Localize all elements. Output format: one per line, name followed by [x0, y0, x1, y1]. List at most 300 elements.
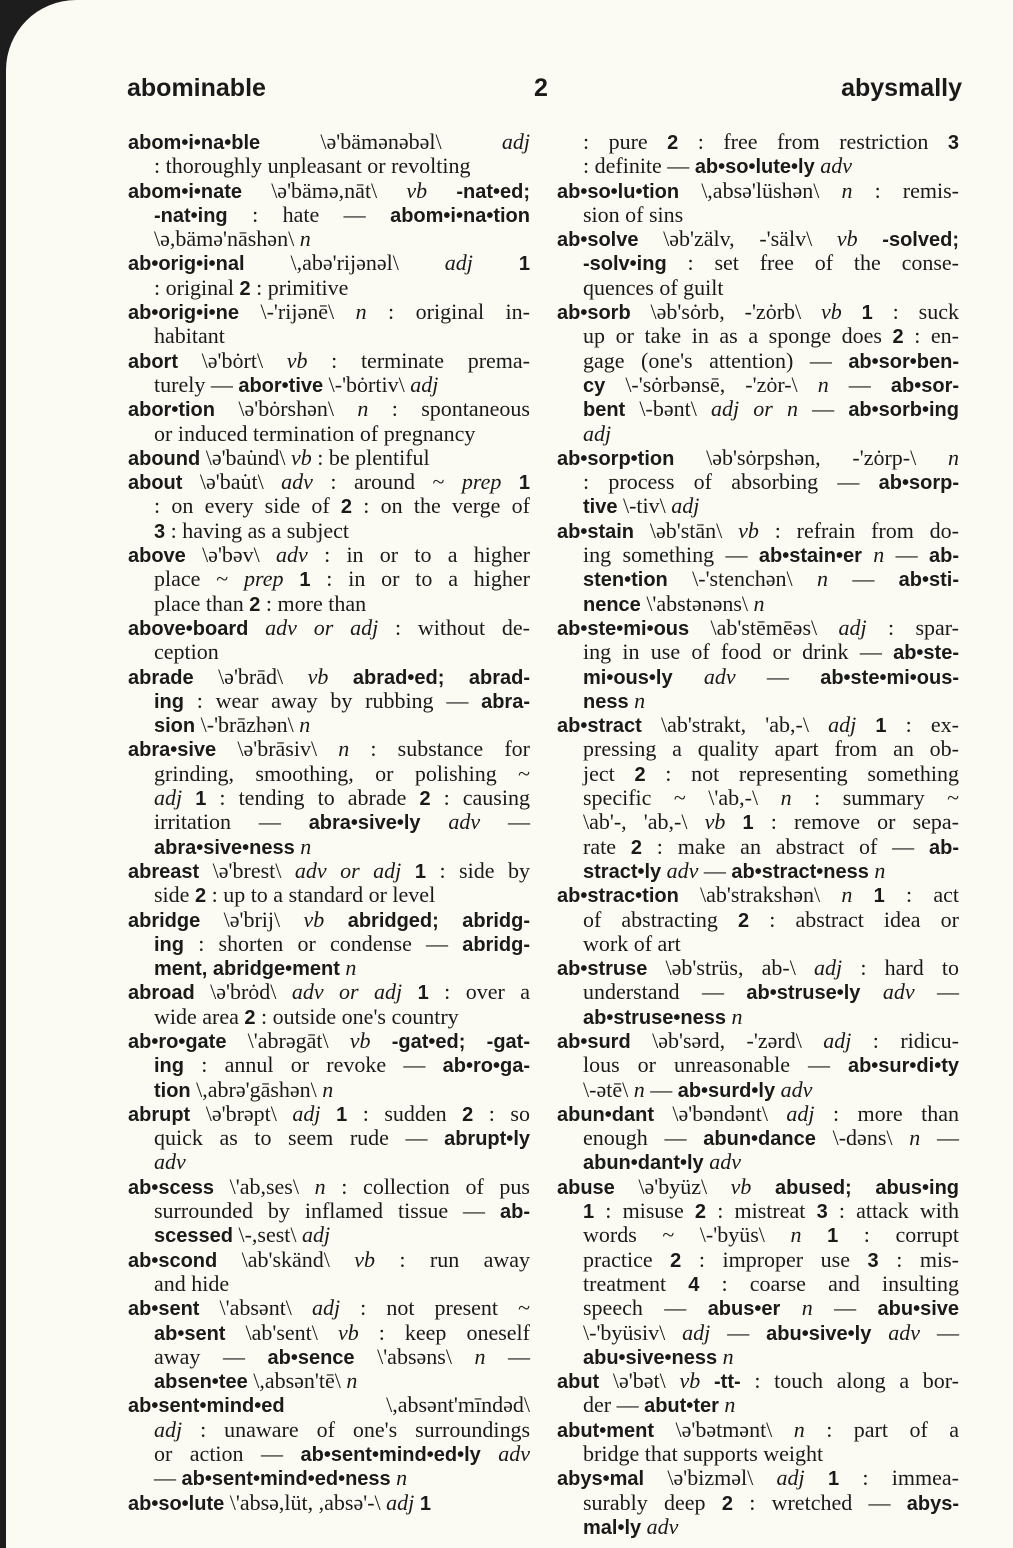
entry-line	[128, 1345, 530, 1369]
definition-text: side	[154, 882, 195, 908]
definition-text: : not representing something	[645, 760, 959, 786]
part-of-speech-text: adv or adj	[265, 614, 379, 640]
part-of-speech-text: n	[346, 1368, 358, 1394]
headword-text: ab•sorb	[557, 302, 631, 325]
headword-text: tion	[154, 1079, 191, 1102]
definition-text: —	[827, 566, 899, 592]
headword-text: ab•sor•ben-	[848, 350, 959, 373]
definition-text: \ə'byüz\	[614, 1173, 731, 1199]
definition-text: —	[920, 1319, 960, 1345]
headword-text: ab•struse•ly	[746, 982, 861, 1005]
definition-text: \ə'bətmənt\	[654, 1416, 794, 1442]
definition-text: : thoroughly unpleasant or revolting	[154, 153, 471, 179]
definition-text: : free from restriction	[678, 129, 948, 154]
definition-text: away —	[154, 1343, 268, 1369]
definition-text: \ə'brāsiv\	[216, 736, 339, 762]
headword-text: 3	[947, 132, 959, 154]
part-of-speech-text: n	[633, 1076, 645, 1102]
definition-text: \ə'bämənəbəl\	[260, 129, 502, 154]
definition-text: —	[735, 663, 821, 689]
headword-text: 2	[462, 1103, 474, 1126]
headword-text: abut	[557, 1371, 600, 1394]
dictionary-entry	[128, 616, 530, 665]
entry-line	[557, 1126, 959, 1150]
part-of-speech-text: vb	[836, 226, 858, 252]
entry-line	[128, 616, 530, 640]
entry-line	[128, 908, 530, 932]
definition-text: : in or to a higher	[307, 542, 530, 568]
entry-line	[557, 908, 959, 932]
definition-text: : mistreat	[706, 1198, 817, 1224]
entry-line	[557, 1515, 959, 1539]
headword-text: cy	[583, 374, 606, 397]
definition-text: ing in use of food or drink —	[583, 639, 894, 665]
definition-text: : substance for	[349, 736, 531, 762]
entry-line	[128, 1393, 530, 1417]
part-of-speech-text: n	[873, 542, 885, 568]
part-of-speech-text: n	[299, 712, 311, 738]
entry-line	[128, 1248, 530, 1272]
entry-line	[557, 1102, 959, 1126]
part-of-speech-text: adv	[281, 469, 313, 495]
definition-text: work of art	[583, 930, 681, 956]
definition-text: \ə'bämə,nāt\	[242, 177, 407, 203]
definition-text: : spontaneous	[368, 396, 530, 422]
definition-text: —	[710, 1319, 767, 1345]
entry-line	[128, 300, 530, 324]
page-number: 2	[534, 74, 548, 102]
entry-line	[557, 422, 959, 446]
part-of-speech-text: n	[300, 833, 312, 859]
dictionary-entry	[557, 130, 959, 179]
entry-line	[128, 665, 530, 689]
definition-text: —	[812, 1295, 878, 1321]
entry-line	[557, 227, 959, 251]
definition-text: \ə'brij\	[200, 906, 304, 932]
definition-text: quences of guilt	[583, 274, 724, 300]
headword-text: 2	[419, 788, 431, 811]
part-of-speech-text: n	[396, 1465, 408, 1491]
dictionary-entry	[128, 251, 530, 300]
dictionary-entry	[557, 1102, 959, 1175]
definition-text	[248, 615, 265, 640]
entry-line	[128, 592, 530, 616]
definition-text: grinding, smoothing, or polishing ~	[154, 760, 530, 786]
definition-text: pressing a quality apart from an ob-	[583, 736, 959, 762]
part-of-speech-text: n	[790, 1222, 802, 1248]
part-of-speech-text: prep	[243, 566, 284, 592]
entry-line	[128, 1296, 530, 1320]
headword-text: bent	[583, 399, 626, 422]
definition-text: \ab'sent\	[225, 1319, 338, 1345]
definition-text	[862, 542, 873, 567]
headword-text: 2	[249, 593, 261, 616]
entry-line	[128, 179, 530, 203]
headword-text: sion	[154, 715, 196, 738]
definition-text: treatment	[583, 1270, 689, 1296]
definition-text: \əb'sərd, -'zərd\	[630, 1027, 824, 1053]
part-of-speech-text: vb	[704, 809, 726, 835]
entry-line	[128, 154, 530, 178]
headword-text: ing	[154, 933, 184, 956]
headword-text: ab•ro•gate	[128, 1030, 227, 1053]
part-of-speech-text: vb	[307, 663, 329, 689]
headword-text: ab•sti-	[898, 569, 960, 592]
definition-text: : summary ~	[791, 785, 959, 811]
definition-text: : remis-	[852, 177, 959, 203]
definition-text: : hate —	[227, 201, 391, 227]
entry-line	[557, 349, 959, 373]
part-of-speech-text: adv	[882, 979, 915, 1005]
entry-line	[557, 300, 959, 324]
entry-line	[128, 980, 530, 1004]
definition-text: \ə'brest\	[199, 857, 295, 883]
definition-text: \ab'strakt, 'ab,-\	[641, 712, 829, 738]
entry-line	[557, 1005, 959, 1029]
definition-text: : ridicu-	[851, 1027, 959, 1053]
part-of-speech-text: adj	[814, 955, 843, 981]
headword-text: abridge	[128, 909, 201, 932]
definition-text: —	[485, 1343, 531, 1369]
definition-text: : keep oneself	[358, 1319, 530, 1345]
headword-text: -solved;	[857, 229, 959, 252]
headword-text: ab•solve	[557, 229, 639, 252]
headword-text: 1	[725, 812, 754, 835]
entry-line	[557, 737, 959, 761]
definition-text: : terminate prema-	[307, 347, 530, 373]
entry-line	[557, 1321, 959, 1345]
definition-text	[860, 979, 882, 1004]
definition-text: and hide	[154, 1270, 230, 1296]
definition-text: : mis-	[878, 1246, 959, 1272]
definition-text: : causing	[430, 785, 530, 811]
definition-text: or induced termination of pregnancy	[154, 420, 476, 446]
entry-line	[557, 397, 959, 421]
headword-text: ab•sur•di•ty	[847, 1055, 959, 1078]
part-of-speech-text: adv	[888, 1319, 921, 1345]
definition-text: —	[480, 809, 531, 835]
headword-text: abu•sive	[877, 1298, 960, 1321]
part-of-speech-text: adj	[501, 129, 530, 154]
part-of-speech-text: n	[841, 882, 853, 908]
entry-line	[557, 251, 959, 275]
definition-text: \-'byüsiv\	[583, 1319, 683, 1345]
headword-text: abu•sive•ly	[766, 1322, 872, 1345]
dictionary-entry	[557, 1369, 959, 1418]
entry-line	[557, 1466, 959, 1490]
entry-line	[557, 519, 959, 543]
definition-text: words ~ \-'byüs\	[583, 1222, 791, 1248]
definition-text: der —	[583, 1392, 645, 1418]
headword-text: abor•tive	[238, 374, 324, 397]
headword-text: ab•scess	[128, 1176, 214, 1199]
part-of-speech-text: adj	[828, 712, 857, 738]
definition-text: \ə'bəndənt\	[654, 1100, 787, 1126]
headword-text: abrupt•ly	[444, 1128, 530, 1151]
dictionary-page	[6, 0, 1013, 1548]
part-of-speech-text: adj	[776, 1465, 805, 1491]
entry-line	[128, 397, 530, 421]
definition-text: —	[644, 1076, 678, 1102]
part-of-speech-text: n	[817, 371, 829, 397]
definition-text: : immea-	[839, 1465, 959, 1491]
part-of-speech-text: adv or adj	[294, 857, 402, 883]
headword-text: 2	[630, 836, 642, 859]
right-column	[557, 130, 959, 1539]
definition-text: : process of absorbing —	[583, 469, 879, 495]
part-of-speech-text: adv or adj	[291, 979, 403, 1005]
definition-text: —	[920, 1125, 960, 1151]
definition-text: : refrain from do-	[758, 517, 959, 543]
part-of-speech-text: n	[793, 1416, 805, 1442]
headword-text: ab•sorb•ing	[848, 399, 959, 422]
headword-text: abuse	[557, 1176, 615, 1199]
headword-text: ab-	[929, 545, 960, 568]
entry-line	[128, 422, 530, 446]
entry-line	[557, 494, 959, 518]
entry-line	[557, 1369, 959, 1393]
definition-text: wide area	[154, 1003, 245, 1029]
definition-text: : pure	[583, 129, 668, 154]
headword-text: ab•sence	[267, 1346, 355, 1369]
entry-line	[128, 251, 530, 275]
headword-text: ing	[154, 1055, 184, 1078]
definition-text	[673, 664, 704, 689]
dictionary-entry	[128, 665, 530, 738]
definition-text: : side by	[425, 857, 530, 883]
headword-text: ab-	[929, 836, 959, 859]
headword-text: sten•tion	[583, 569, 668, 592]
definition-text: \,abə'rijənəl\	[244, 250, 445, 276]
part-of-speech-text: adj	[838, 614, 867, 640]
definition-text: : touch along a bor-	[740, 1368, 959, 1394]
headword-text: mi•ous•ly	[583, 666, 673, 689]
entry-line	[557, 689, 959, 713]
headword-text: ing	[154, 690, 184, 713]
part-of-speech-text: adj	[154, 785, 183, 811]
entry-line	[557, 640, 959, 664]
headword-text: 2	[721, 1492, 733, 1515]
part-of-speech-text: adv	[780, 1076, 813, 1102]
entry-line	[557, 1150, 959, 1174]
definition-text: : having as a subject	[165, 517, 350, 543]
dictionary-entry	[128, 349, 530, 398]
headword-text: abut•ment	[557, 1419, 655, 1442]
part-of-speech-text: vb	[303, 906, 325, 932]
entry-line	[557, 446, 959, 470]
dictionary-entry	[557, 227, 959, 300]
definition-text	[421, 809, 449, 834]
headword-text: ab•sorp-	[878, 472, 959, 495]
entry-line	[557, 179, 959, 203]
dictionary-entry	[128, 1248, 530, 1297]
entry-line	[128, 1321, 530, 1345]
entry-line	[128, 1078, 530, 1102]
definition-text: : make an abstract of —	[641, 833, 929, 859]
definition-text: place than	[154, 590, 250, 616]
definition-text: : remove or sepa-	[753, 809, 959, 835]
definition-text: : corrupt	[838, 1222, 959, 1248]
dictionary-entry	[128, 1102, 530, 1175]
headword-text: abor•tion	[128, 399, 215, 422]
definition-text: : part of a	[804, 1416, 960, 1442]
definition-text: : original	[154, 274, 240, 300]
headword-text: ab•sent•mind•ed•ly	[300, 1444, 481, 1467]
headword-text: ab•sent•mind•ed•ness	[181, 1468, 391, 1491]
headword-text: abused; abus•ing	[751, 1176, 960, 1199]
dictionary-entry	[557, 1466, 959, 1539]
part-of-speech-text: n	[816, 566, 828, 592]
definition-text: : attack with	[827, 1198, 959, 1224]
headword-text: about	[128, 472, 183, 495]
part-of-speech-text: n	[801, 1295, 813, 1321]
definition-text: \,absənt'mīndəd\	[284, 1392, 530, 1418]
definition-text: \-,sest\	[232, 1222, 303, 1248]
headword-text: abridg-	[462, 933, 530, 956]
headword-text: 3	[816, 1201, 828, 1224]
definition-text: up or take in as a sponge does	[583, 323, 893, 349]
definition-text: : en-	[903, 323, 959, 349]
entry-line	[128, 713, 530, 737]
entry-line	[128, 1442, 530, 1466]
headword-text: ab•strac•tion	[557, 885, 679, 908]
dictionary-entry	[557, 883, 959, 956]
headword-text: 1	[414, 1492, 431, 1515]
part-of-speech-text: adv	[703, 663, 736, 689]
headword-text: abun•dant•ly	[583, 1152, 704, 1175]
definition-text: \ə'bau̇nd\	[200, 444, 291, 470]
headword-text: ab•ste•mi•ous-	[820, 666, 960, 689]
dictionary-entry	[128, 737, 530, 858]
headword-text: ab•sorp•tion	[557, 447, 675, 470]
entry-line	[128, 1005, 530, 1029]
headword-text: 1	[804, 1468, 840, 1491]
part-of-speech-text: vb	[354, 1246, 376, 1272]
entry-line	[128, 1102, 530, 1126]
entry-line	[557, 1418, 959, 1442]
definition-text: \-'brāzhən\	[195, 712, 300, 738]
entry-line	[128, 1418, 530, 1442]
dictionary-entry	[128, 1491, 530, 1515]
part-of-speech-text: adv	[646, 1513, 679, 1539]
part-of-speech-text: n	[841, 177, 853, 203]
entry-line	[557, 1029, 959, 1053]
headword-text: abut•ter	[644, 1395, 719, 1418]
part-of-speech-text: vb	[349, 1027, 371, 1053]
entry-line	[557, 859, 959, 883]
headword-text: ab•sent	[128, 1298, 200, 1321]
definition-text: : definite —	[583, 153, 695, 179]
definition-text: of abstracting	[583, 906, 739, 932]
dictionary-entry	[128, 859, 530, 908]
definition-text: \'abstənəns\	[640, 590, 754, 616]
headword-text: ness	[583, 690, 629, 713]
entry-line	[557, 713, 959, 737]
definition-text: —	[914, 979, 960, 1005]
definition-text: —	[698, 857, 732, 883]
definition-text: —	[797, 396, 849, 422]
headword-text: abys-	[906, 1492, 959, 1515]
headword-text: ab•ste-	[893, 642, 959, 665]
definition-text: : coarse and insulting	[699, 1270, 959, 1296]
entry-line	[128, 762, 530, 786]
part-of-speech-text: vb	[730, 1173, 752, 1199]
headword-text: abreast	[128, 860, 200, 883]
headword-text: ab-	[500, 1201, 530, 1224]
definition-text: \ə'brȯd\	[194, 979, 292, 1005]
definition-text	[780, 1295, 801, 1320]
entry-line	[128, 859, 530, 883]
headword-text: ab•struse	[557, 958, 648, 981]
definition-text: \,absən'tē\	[247, 1368, 347, 1394]
part-of-speech-text: adj	[583, 420, 612, 446]
definition-text: : ex-	[886, 712, 960, 738]
part-of-speech-text: adj	[823, 1027, 852, 1053]
entry-line	[557, 1393, 959, 1417]
entry-line	[128, 640, 530, 664]
part-of-speech-text: prep	[461, 469, 502, 495]
definition-text: ject	[583, 760, 635, 786]
entry-line	[557, 1199, 959, 1223]
dictionary-entry	[557, 956, 959, 1029]
entry-line	[557, 543, 959, 567]
definition-text: \ə,bämə'nāshən\	[154, 226, 300, 252]
dictionary-entry	[128, 397, 530, 446]
headword-text: 1	[856, 715, 887, 738]
definition-text: : in or to a higher	[310, 566, 530, 592]
headword-text: scessed	[154, 1225, 233, 1248]
headword-text: ab•stract	[557, 715, 642, 738]
entry-line	[557, 1296, 959, 1320]
definition-text: rate	[583, 833, 631, 859]
entry-line	[128, 1199, 530, 1223]
definition-text: \əb'strüs, ab-\	[647, 955, 815, 981]
definition-text: : not present ~	[340, 1295, 530, 1321]
headword-text: 2	[694, 1201, 707, 1224]
part-of-speech-text: n	[322, 1076, 334, 1102]
definition-text: : primitive	[250, 274, 349, 300]
headword-text: ab•sent	[154, 1322, 226, 1345]
part-of-speech-text: adj	[410, 371, 439, 397]
entry-line	[128, 203, 530, 227]
definition-text: : original in-	[366, 299, 530, 325]
entry-line	[557, 810, 959, 834]
part-of-speech-text: n	[474, 1343, 486, 1369]
definition-text: : on every side of	[154, 493, 341, 519]
part-of-speech-text: n	[345, 955, 357, 981]
part-of-speech-text: n	[357, 396, 369, 422]
headword-text: abroad	[128, 982, 195, 1005]
headword-text: 1	[801, 1225, 839, 1248]
part-of-speech-text: adj	[311, 1295, 341, 1321]
definition-text: : outside one's country	[255, 1003, 459, 1029]
definition-text: \-bənt\	[625, 396, 711, 422]
headword-text: abys•mal	[557, 1468, 645, 1491]
entry-line	[557, 1223, 959, 1247]
definition-text: —	[154, 1465, 182, 1491]
definition-text: : wretched —	[732, 1489, 907, 1515]
dictionary-entry	[128, 1029, 530, 1102]
dictionary-entry	[128, 300, 530, 349]
definition-text: \ə'brəpt\	[190, 1100, 293, 1126]
headword-text: ab•scond	[128, 1249, 218, 1272]
definition-text: : on the verge of	[352, 493, 531, 519]
headword-text: 2	[194, 885, 207, 908]
definition-text: \-dəns\	[815, 1125, 910, 1151]
entry-line	[128, 1150, 530, 1174]
part-of-speech-text: adj	[682, 1319, 711, 1345]
entry-line	[557, 1078, 959, 1102]
